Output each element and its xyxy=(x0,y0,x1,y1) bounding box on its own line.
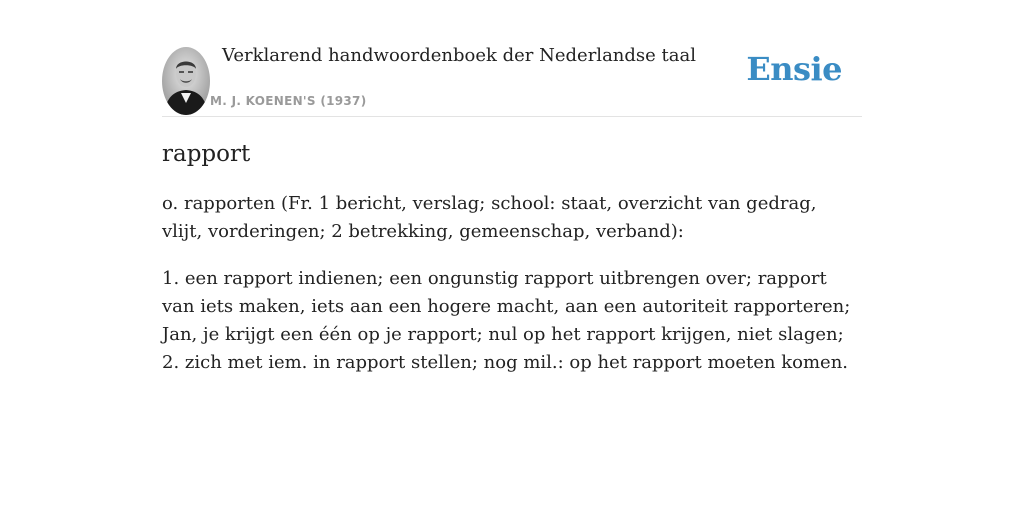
book-title: Verklarend handwoordenboek der Nederlandse taal xyxy=(222,45,696,66)
ensie-logo-link[interactable]: Ensie xyxy=(746,50,842,88)
entry-headword: rapport xyxy=(162,141,251,167)
author-credit: M. J. KOENEN'S (1937) xyxy=(210,94,367,108)
entry-senses xyxy=(162,265,862,377)
author-portrait xyxy=(162,47,210,115)
entry-sense: 1. een rapport indienen; een ongunstig rapport uitbrengen over; rapport van iets maken, iets aan een hogere macht, aan een autoriteit rapporteren; Jan, je krijgt een één op je rapport; nul op het rapport krijgen, niet slagen; xyxy=(162,268,851,345)
entry-etymology: o. rapporten (Fr. 1 bericht, verslag; school: staat, overzicht van gedrag, vlijt, vorderingen; 2 betrekking, gemeenschap, verband): xyxy=(162,193,817,242)
dictionary-header xyxy=(162,0,862,117)
entry-sense: 2. zich met iem. in rapport stellen; nog mil.: op het rapport moeten komen. xyxy=(162,352,849,373)
dictionary-entry xyxy=(162,138,862,396)
